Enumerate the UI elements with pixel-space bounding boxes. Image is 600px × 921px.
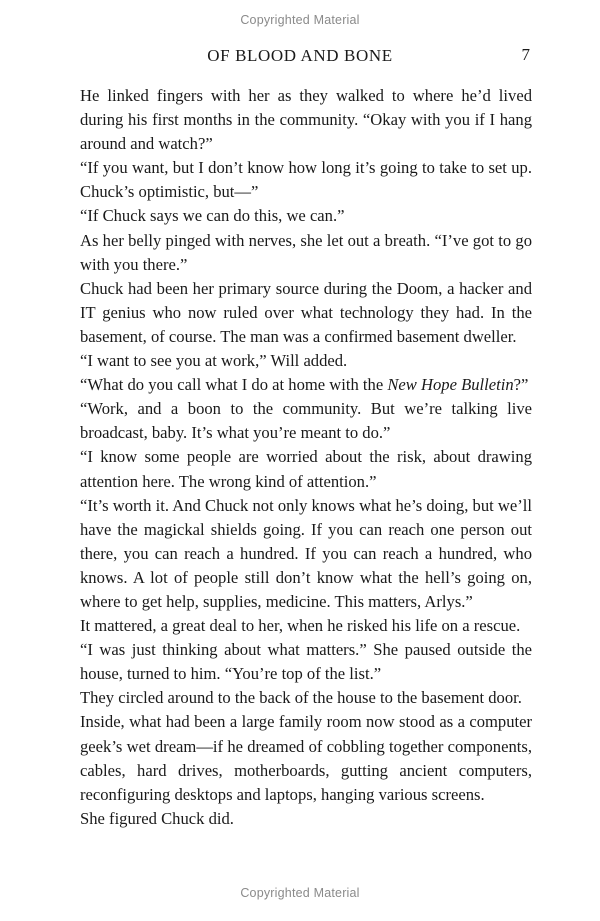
- paragraph: He linked fingers with her as they walked to where he’d lived during his first months in the community. “Okay with you if I hang around and watch?”: [80, 86, 532, 154]
- paragraph: “If you want, but I don’t know how long it’s going to take to set up. Chuck’s optimistic, but—”: [80, 158, 532, 202]
- paragraph: “It’s worth it. And Chuck not only knows what he’s doing, but we’ll have the magickal shields going. If you can reach one person out there, you can reach a hundred. If you can reach a hundred, who knows. A lot of people still don’t know what the hell’s going on, where to get help, supplies, medicine. This matters, Arlys.”: [80, 495, 532, 611]
- copyright-watermark-bottom: Copyrighted Material: [240, 886, 360, 900]
- bulletin-text-after: ?”: [513, 375, 529, 395]
- paragraph: “If Chuck says we can do this, we can.”: [80, 206, 345, 226]
- paragraph-bulletin: [80, 373, 532, 397]
- paragraph: Inside, what had been a large family room now stood as a computer geek’s wet dream—if he dreamed of cobbling together components, cables, hard drives, motherboards, gutting ancient computers, reconfiguring desktops and laptops, hanging various screens.: [80, 712, 532, 804]
- publication-title: New Hope Bulletin: [387, 375, 514, 395]
- book-title: OF BLOOD AND BONE: [207, 46, 393, 65]
- running-header: [0, 46, 600, 70]
- copyright-watermark-top: Copyrighted Material: [240, 13, 360, 27]
- paragraph: They circled around to the back of the house to the basement door.: [80, 688, 522, 708]
- paragraph: Chuck had been her primary source during the Doom, a hacker and IT genius who now ruled over what technology they had. In the basement, of course. The man was a confirmed basement dweller.: [80, 278, 532, 346]
- paragraph: “Work, and a boon to the community. But we’re talking live broadcast, baby. It’s what you’re meant to do.”: [80, 399, 532, 443]
- paragraph: “I know some people are worried about the risk, about drawing attention here. The wrong kind of attention.”: [80, 447, 532, 491]
- paragraph: “I want to see you at work,” Will added.: [80, 351, 348, 371]
- paragraph: She figured Chuck did.: [80, 808, 234, 828]
- paragraph: “I was just thinking about what matters.” She paused outside the house, turned to him. “You’re top of the list.”: [80, 640, 532, 684]
- body-text: [80, 84, 532, 831]
- page-number: 7: [521, 45, 530, 64]
- paragraph: It mattered, a great deal to her, when he risked his life on a rescue.: [80, 616, 521, 636]
- paragraph: As her belly pinged with nerves, she let out a breath. “I’ve got to go with you there.”: [80, 230, 532, 274]
- bulletin-text-before: “What do you call what I do at home with the: [80, 375, 388, 395]
